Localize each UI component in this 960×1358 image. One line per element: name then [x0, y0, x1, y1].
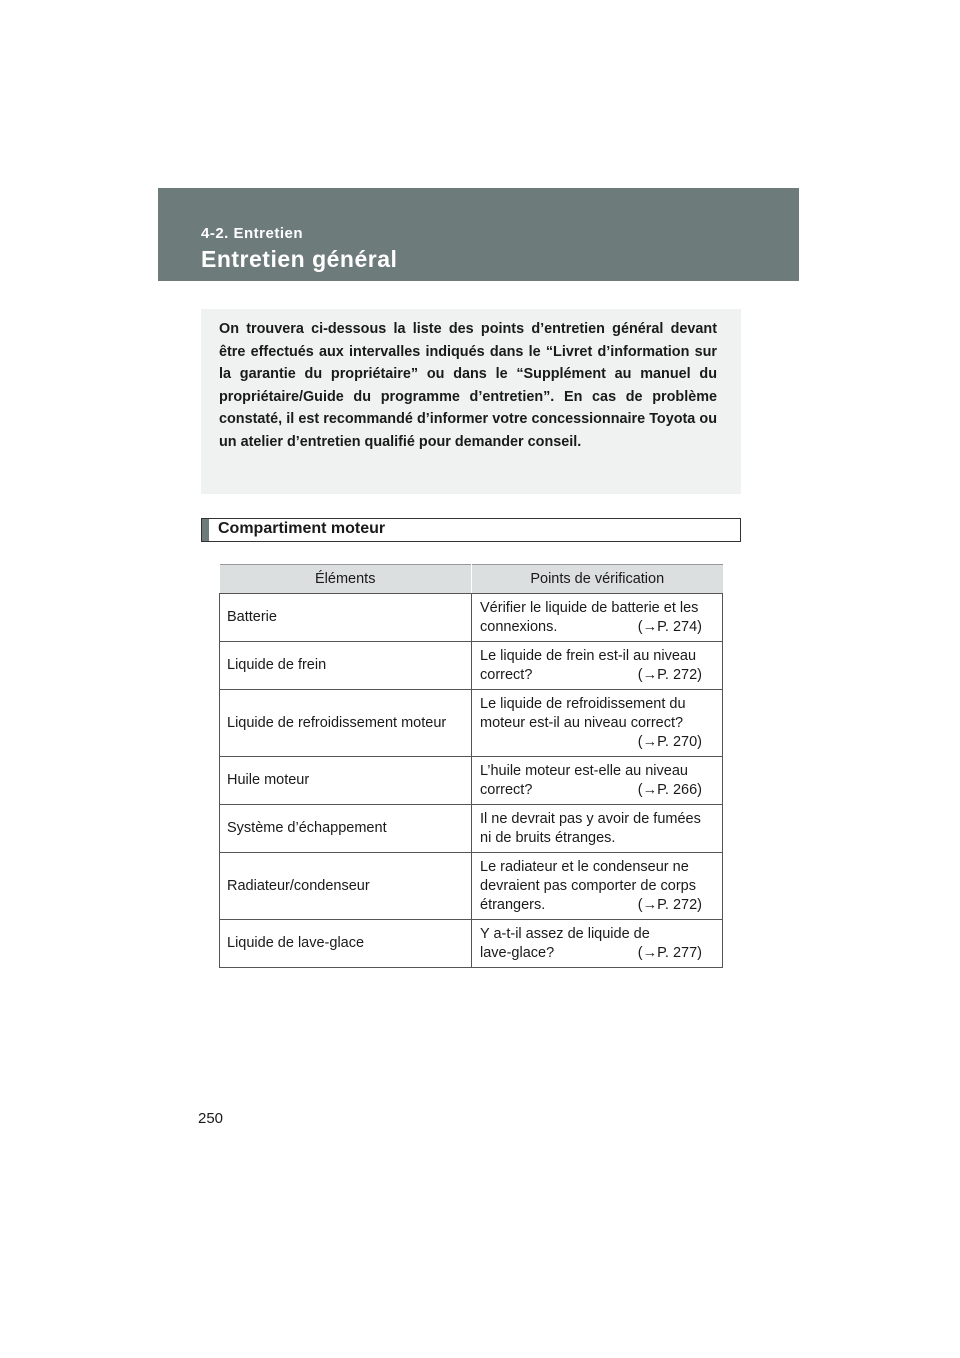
row-check [472, 853, 723, 920]
page-reference: (→P. 272) [637, 896, 702, 913]
table-row [220, 805, 723, 853]
section-label: 4-2. Entretien [201, 225, 304, 242]
page-reference: (→P. 266) [637, 781, 702, 798]
column-header-checks: Points de vérification [472, 565, 723, 594]
row-check [472, 805, 723, 853]
page-number: 250 [198, 1110, 224, 1127]
table-row [220, 757, 723, 805]
check-line [480, 781, 716, 800]
section-header [158, 188, 799, 281]
page-title: Entretien général [201, 246, 398, 272]
check-line: Y a-t-il assez de liquide de [480, 925, 650, 942]
page-reference: (→P. 272) [637, 666, 702, 683]
page-reference: (→P. 274) [637, 618, 702, 635]
check-line: L’huile moteur est-elle au niveau [480, 762, 688, 779]
row-check [472, 757, 723, 805]
row-check [472, 920, 723, 968]
check-line: Le liquide de frein est-il au niveau [480, 647, 697, 664]
page-reference: (→P. 270) [637, 733, 702, 750]
column-header-items: Éléments [220, 565, 472, 594]
inspection-table [219, 564, 723, 968]
check-line: Le liquide de refroidissement du [480, 695, 686, 712]
check-text: lave-glace? [480, 944, 555, 961]
check-line: Vérifier le liquide de batterie et les [480, 599, 699, 616]
page-reference: (→P. 277) [637, 944, 702, 961]
check-line [480, 618, 716, 637]
check-line [480, 896, 716, 915]
check-text: correct? [480, 666, 533, 683]
table-row [220, 594, 723, 642]
check-line: devraient pas comporter de corps [480, 877, 696, 894]
table-row [220, 690, 723, 757]
table-row [220, 853, 723, 920]
row-check [472, 642, 723, 690]
check-text: connexions. [480, 618, 558, 635]
table-row [220, 920, 723, 968]
row-item: Liquide de refroidissement moteur [220, 690, 472, 757]
table-header-row [220, 565, 723, 594]
check-line: Il ne devrait pas y avoir de fumées [480, 810, 701, 827]
check-line [480, 944, 716, 963]
check-text: étrangers. [480, 896, 546, 913]
intro-text: On trouvera ci-dessous la liste des points d’entretien général devant être effectués aux intervalles indiqués dans le “Livret d’information sur la garantie du propriétaire” ou dans le “Supplément au manuel du propriétaire/Guide du programme d’entretien”. En cas de problème constaté, il est recommandé d’informer votre concessionnaire Toyota ou un atelier d’entretien qualifié pour demander conseil. [219, 321, 717, 450]
check-line [480, 666, 716, 685]
subsection-title: Compartiment moteur [218, 520, 386, 537]
check-line: ni de bruits étranges. [480, 829, 616, 846]
table-row [220, 642, 723, 690]
row-item: Système d’échappement [220, 805, 472, 853]
subsection-marker [202, 519, 209, 541]
row-item: Liquide de frein [220, 642, 472, 690]
row-item: Huile moteur [220, 757, 472, 805]
row-item: Radiateur/condenseur [220, 853, 472, 920]
check-text: correct? [480, 781, 533, 798]
subsection-heading [201, 518, 741, 542]
check-line: moteur est-il au niveau correct? [480, 714, 684, 731]
row-item: Batterie [220, 594, 472, 642]
check-line: Le radiateur et le condenseur ne [480, 858, 689, 875]
row-item: Liquide de lave-glace [220, 920, 472, 968]
intro-box [201, 309, 741, 494]
row-check [472, 594, 723, 642]
row-check [472, 690, 723, 757]
